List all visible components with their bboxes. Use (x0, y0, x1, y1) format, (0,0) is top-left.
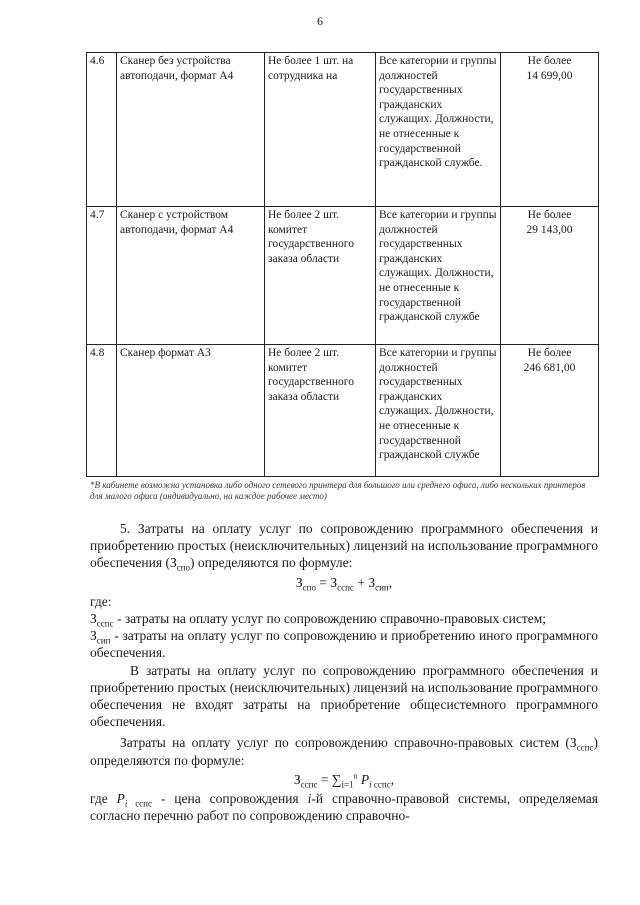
item-quantity: Не более 2 шт. комитет государственного заказа области (265, 207, 376, 345)
formula-main: $З_{спо} = З_{сспс} + З_{сип}$, (295, 574, 393, 593)
paragraph-exclusion: В затраты на оплату услуг по сопровождению программного обеспечения и приобретению простых (неисключительных) лицензий на использование программного обеспечения не входят затраты на приобретение общесистемного программного обеспечения. (90, 662, 598, 730)
definition-price: где $P_{i сспс}$ - цена сопровождения i-й справочно-правовой системы, определяемая согласно перечню работ по сопровождению справочно- (90, 791, 598, 824)
where-label: где: (90, 593, 112, 609)
item-name: Сканер с устройством автоподачи, формат А4 (117, 207, 265, 345)
price-value: 29 143,00 (526, 223, 573, 236)
price-label: Не более (527, 55, 572, 67)
definition-sspc: $З_{сспс}$ - затраты на оплату услуг по сопровождению справочно-правовых систем; (90, 611, 547, 629)
page-number: 6 (317, 14, 323, 28)
item-price (501, 53, 599, 207)
row-number: 4.7 (87, 207, 117, 345)
paragraph-sspc-costs: Затраты на оплату услуг по сопровождению справочно-правовых систем $(З_{сспс})$ определяются по формуле: (90, 735, 598, 768)
price-value: 14 699,00 (526, 69, 573, 82)
price-label: Не более (527, 209, 572, 221)
table-row (87, 345, 599, 477)
table-footnote: *В кабинете возможна установка либо одного сетевого принтера для большого или среднего офиса, либо нескольких принтеров для малого офиса (индивидуально, на каждое рабочее место) (90, 480, 586, 501)
table-row (87, 207, 599, 345)
price-label: Не более (527, 347, 572, 359)
item-category: Все категории и группы должностей государственных гражданских служащих. Должности, не отнесенные к государственной гражданской службе. (376, 53, 501, 207)
item-category: Все категории и группы должностей государственных гражданских служащих. Должности, не отнесенные к государственной гражданской службе (376, 207, 501, 345)
row-number: 4.6 (87, 53, 117, 207)
item-quantity: Не более 1 шт. на сотрудника на (265, 53, 376, 207)
row-number: 4.8 (87, 345, 117, 477)
table-row (87, 53, 599, 207)
item-name: Сканер формат А3 (117, 345, 265, 477)
item-name: Сканер без устройства автоподачи, формат А4 (117, 53, 265, 207)
item-price (501, 207, 599, 345)
section-5 (90, 520, 598, 824)
price-value: 246 681,00 (523, 361, 576, 374)
section-intro: 5. Затраты на оплату услуг по сопровождению программного обеспечения и приобретению простых (неисключительных) лицензий на использование программного обеспечения $(З_{спо})$ определяются по формуле: (90, 521, 598, 574)
item-quantity: Не более 2 шт. комитет государственного заказа области (265, 345, 376, 477)
scanner-table (86, 52, 599, 477)
formula-sum: $З_{сспс} = \sum_{i=1}^n$ $P_{i сспс}$, (293, 771, 395, 790)
item-category: Все категории и группы должностей государственных гражданских служащих. Должности, не отнесенные к государственной гражданской службе (376, 345, 501, 477)
item-price (501, 345, 599, 477)
definition-sip: $З_{сип}$ - затраты на оплату услуг по сопровождению и приобретению иного программного обеспечения. (90, 628, 598, 661)
